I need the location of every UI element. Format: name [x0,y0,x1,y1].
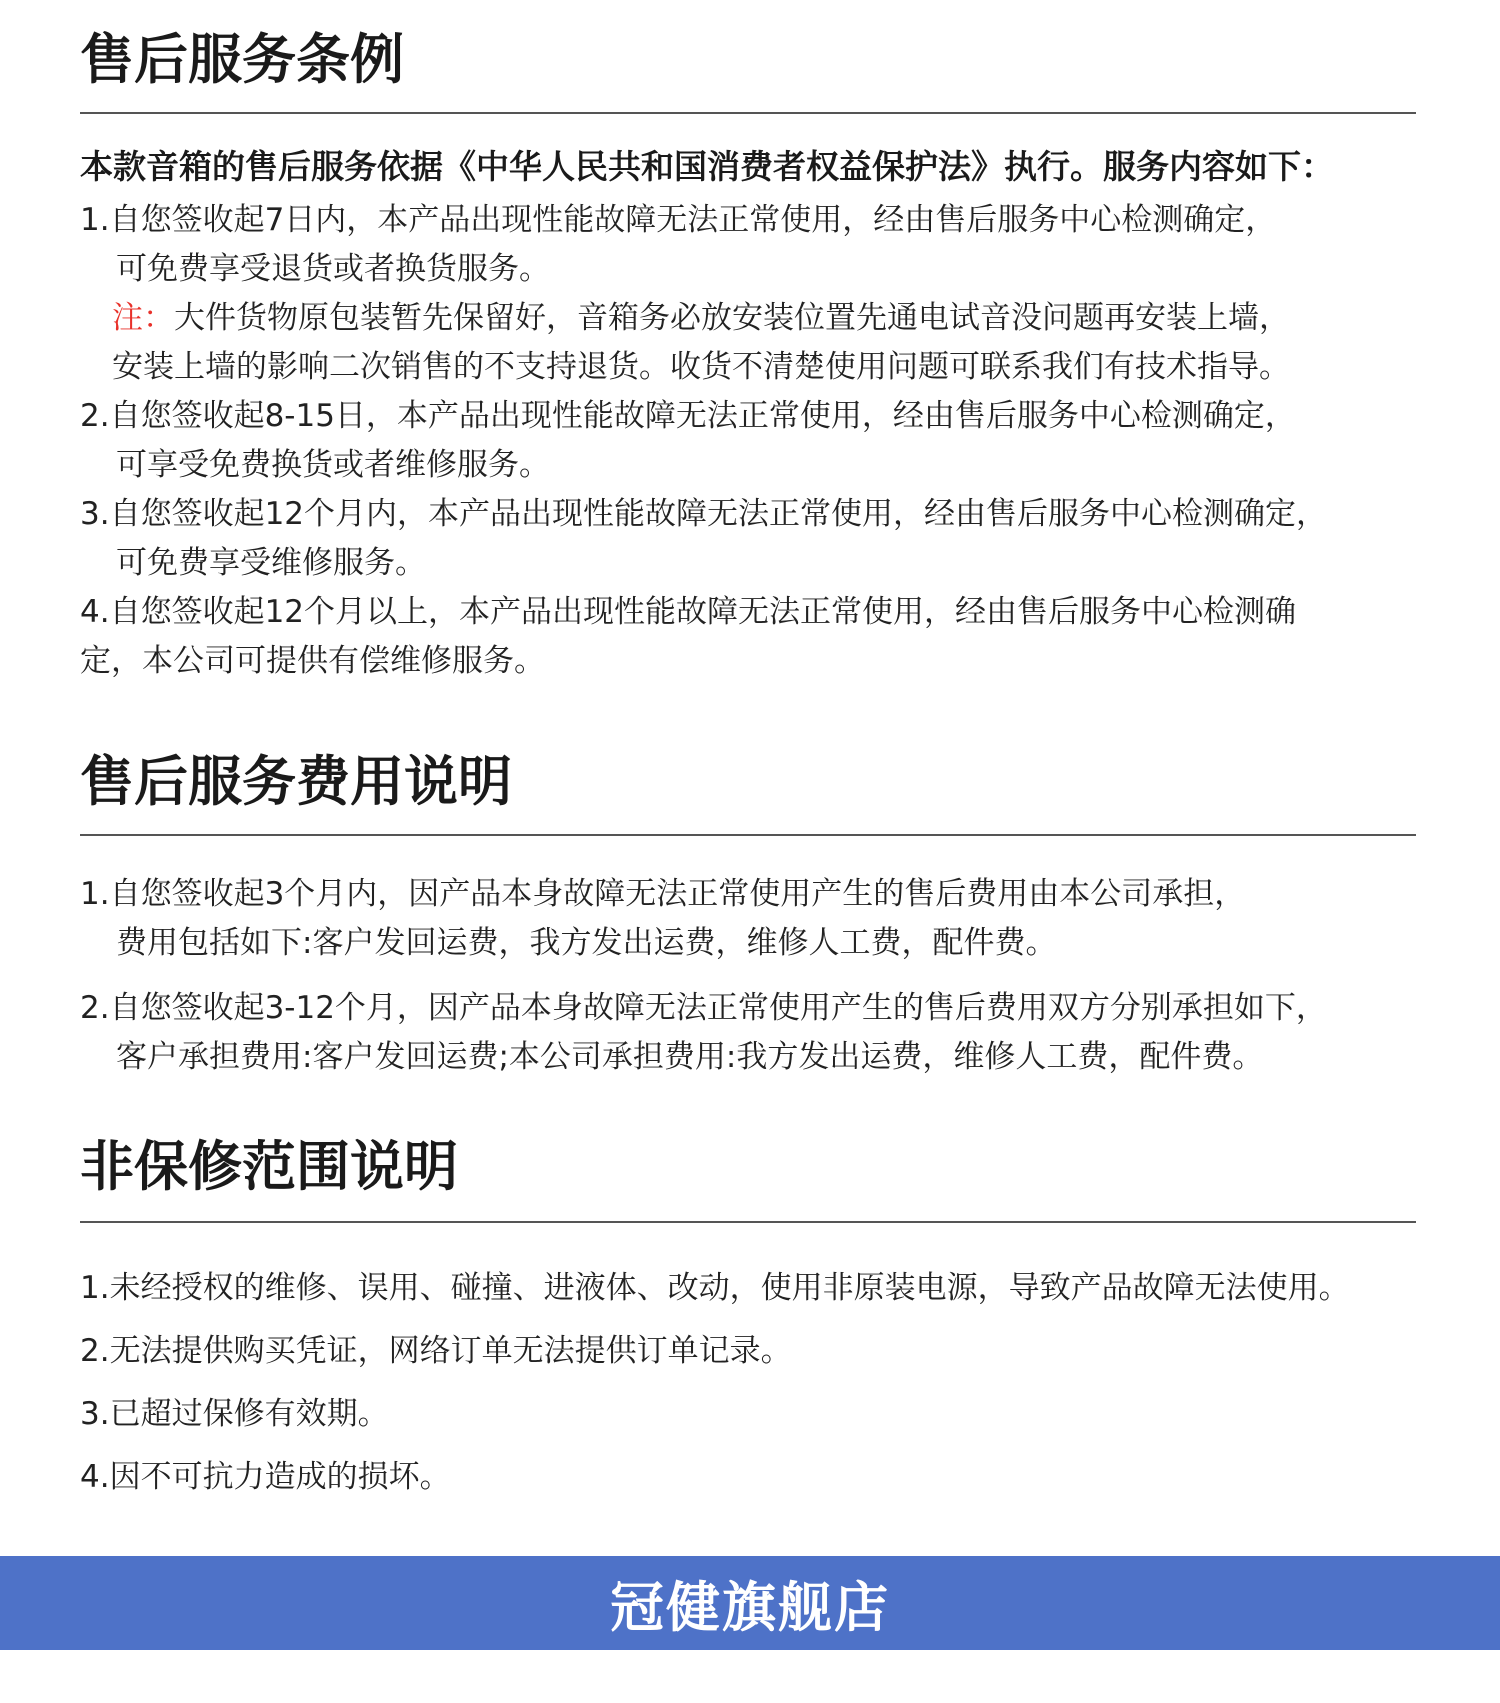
section-title-service-fees: 售后服务费用说明 [80,750,512,813]
divider [80,112,1416,114]
section-service-terms [80,28,1420,686]
non-warranty-item: 1.未经授权的维修、误用、碰撞、进液体、改动，使用非原装电源，导致产品故障无法使用。 [80,1270,1350,1306]
item-line: 费用包括如下:客户发回运费，我方发出运费，维修人工费，配件费。 [116,925,1057,961]
service-fee-item-2 [80,984,1420,1082]
note-line [112,294,1420,343]
item-line: 1.自您签收起7日内，本产品出现性能故障无法正常使用，经由售后服务中心检测确定， [80,202,1277,238]
item-line: 1.自您签收起3个月内，因产品本身故障无法正常使用产生的售后费用由本公司承担， [80,876,1246,912]
item-line: 可享受免费换货或者维修服务。 [116,447,550,483]
non-warranty-item: 2.无法提供购买凭证，网络订单无法提供订单记录。 [80,1333,792,1369]
item-line: 2.自您签收起3-12个月，因产品本身故障无法正常使用产生的售后费用双方分别承担如下， [80,990,1327,1026]
store-banner [0,1556,1500,1650]
note-label: 注： [112,300,174,336]
item-line: 3.自您签收起12个月内，本产品出现性能故障无法正常使用，经由售后服务中心检测确定， [80,496,1328,532]
section-title-non-warranty: 非保修范围说明 [80,1135,458,1198]
note-text: 大件货物原包装暂先保留好，音箱务必放安装位置先通电试音没问题再安装上墙， [174,300,1290,336]
non-warranty-list [80,1257,1420,1509]
note-line: 安装上墙的影响二次销售的不支持退货。收货不清楚使用问题可联系我们有技术指导。 [112,349,1290,385]
store-name: 冠健旗舰店 [610,1575,890,1639]
item-line: 2.自您签收起8-15日，本产品出现性能故障无法正常使用，经由售后服务中心检测确定， [80,398,1296,434]
item-line: 可免费享受维修服务。 [116,545,426,581]
divider [80,834,1416,836]
item-line: 4.自您签收起12个月以上，本产品出现性能故障无法正常使用，经由售后服务中心检测确 [80,594,1297,630]
item-line: 可免费享受退货或者换货服务。 [116,251,550,287]
section-non-warranty [80,1135,1420,1509]
non-warranty-item: 3.已超过保修有效期。 [80,1396,389,1432]
item-line: 客户承担费用:客户发回运费;本公司承担费用:我方发出运费，维修人工费，配件费。 [116,1039,1264,1075]
service-term-item-3 [80,490,1420,588]
service-terms-intro: 本款音箱的售后服务依据《中华人民共和国消费者权益保护法》执行。服务内容如下： [80,147,1334,186]
divider [80,1221,1416,1223]
section-service-fees [80,750,1420,1082]
service-term-item-4 [80,588,1420,686]
service-term-item-1 [80,196,1420,294]
section-title-service-terms: 售后服务条例 [80,28,404,91]
service-fee-item-1 [80,870,1420,968]
service-term-note [80,294,1420,392]
non-warranty-item: 4.因不可抗力造成的损坏。 [80,1459,451,1495]
item-line: 定，本公司可提供有偿维修服务。 [80,643,545,679]
service-term-item-2 [80,392,1420,490]
